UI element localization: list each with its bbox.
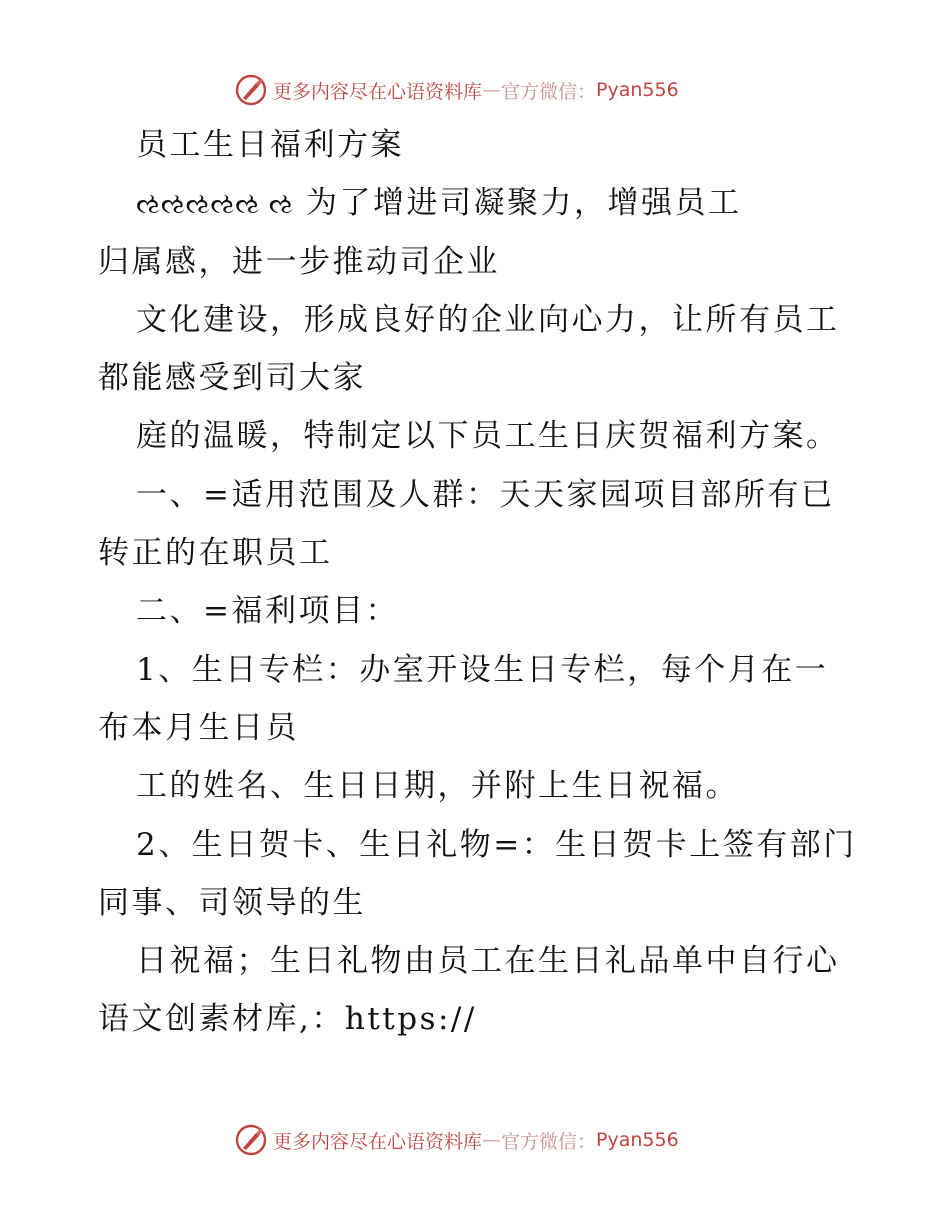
paragraph-line: 语文创素材库,：https:// <box>98 1001 477 1038</box>
quill-logo-icon <box>234 73 268 107</box>
watermark-separator: — <box>482 1129 502 1151</box>
section-heading: 一、=适用范围及人群：天天家园项目部所有已 <box>136 476 835 513</box>
footer-watermark <box>234 1120 714 1160</box>
watermark-wechat-id: Pyan556 <box>596 79 679 101</box>
watermark-text: 更多内容尽在心语资料库 <box>273 1130 483 1153</box>
paragraph-line: 日祝福；生日礼物由员工在生日礼品单中自行心 <box>136 943 840 980</box>
document-title: 员工生日福利方案 <box>136 127 404 163</box>
header-watermark <box>234 70 714 110</box>
watermark-label: 官方微信： <box>501 1130 597 1153</box>
list-item: 2、生日贺卡、生日礼物=：生日贺卡上签有部门 <box>136 826 857 863</box>
line-text: 为了增进司凝聚力，增强员工 <box>305 185 742 222</box>
paragraph-line: 文化建设，形成良好的企业向心力，让所有员工 <box>136 301 840 338</box>
paragraph-line: 转正的在职员工 <box>98 535 333 572</box>
watermark-label: 官方微信： <box>501 80 597 103</box>
ornament-glyphs: ઌઌઌઌઌ ઌ <box>136 187 294 221</box>
section-heading: 二、=福利项目： <box>136 593 399 630</box>
paragraph-line: 都能感受到司大家 <box>98 360 366 397</box>
paragraph-line: 同事、司领导的生 <box>98 884 366 921</box>
paragraph-line: 布本月生日员 <box>98 709 299 746</box>
quill-logo-icon <box>234 1123 268 1157</box>
document-body <box>98 116 858 1049</box>
watermark-wechat-id: Pyan556 <box>596 1129 679 1151</box>
paragraph-line: 归属感，进一步推动司企业 <box>98 243 500 280</box>
watermark-separator: — <box>482 79 502 101</box>
watermark-text: 更多内容尽在心语资料库 <box>273 80 483 103</box>
paragraph-line: 庭的温暖，特制定以下员工生日庆贺福利方案。 <box>136 418 840 455</box>
paragraph-line <box>98 174 858 232</box>
list-item: 1、生日专栏：办室开设生日专栏，每个月在一 <box>136 651 829 688</box>
paragraph-line: 工的姓名、生日日期，并附上生日祝福。 <box>136 768 739 805</box>
